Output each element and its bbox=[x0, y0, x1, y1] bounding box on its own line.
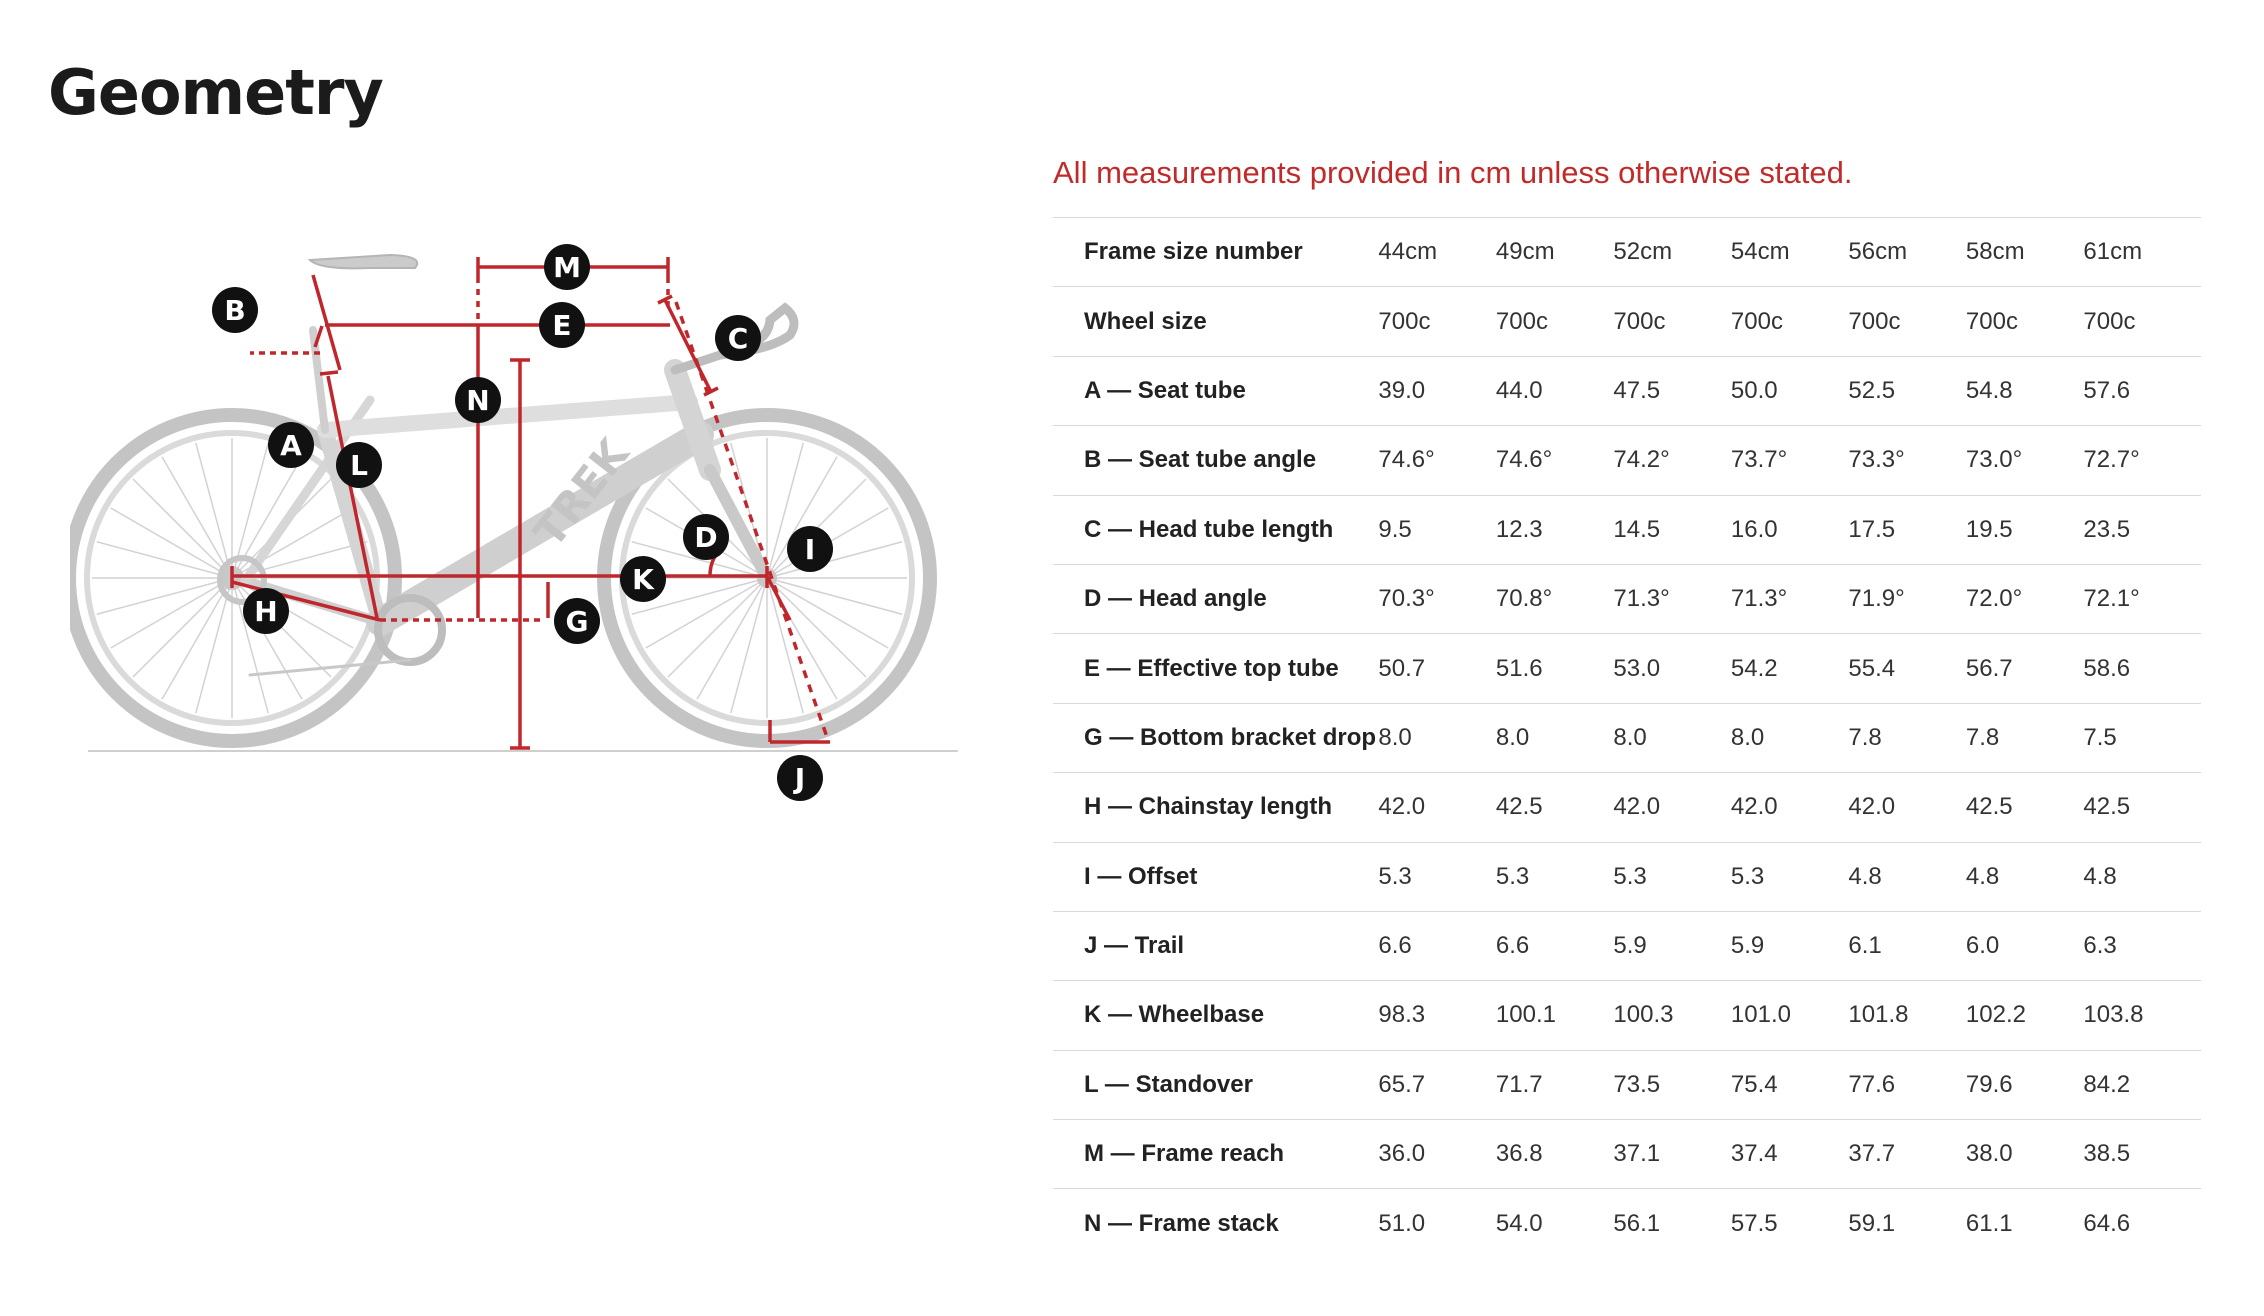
table-cell: 51.0 bbox=[1378, 1209, 1426, 1237]
table-cell: 70.8° bbox=[1495, 585, 1553, 613]
table-cell: 71.3° bbox=[1730, 585, 1788, 613]
row-label: H — Chainstay length bbox=[1084, 793, 1333, 821]
table-cell: 100.1 bbox=[1495, 1001, 1556, 1029]
table-cell: 36.0 bbox=[1378, 1140, 1426, 1168]
table-cell: 8.0 bbox=[1730, 723, 1765, 751]
table-row bbox=[1053, 1120, 2201, 1189]
table-cell: 101.8 bbox=[1848, 1001, 1909, 1029]
table-cell: 71.9° bbox=[1848, 585, 1905, 613]
table-cell: 54.0 bbox=[1495, 1209, 1543, 1237]
table-cell: 49cm bbox=[1495, 238, 1555, 266]
row-label: B — Seat tube angle bbox=[1084, 446, 1317, 474]
badge-letter: I bbox=[804, 533, 816, 566]
table-cell: 77.6 bbox=[1848, 1070, 1896, 1098]
table-cell: 75.4 bbox=[1730, 1070, 1778, 1098]
row-label: L — Standover bbox=[1084, 1070, 1253, 1098]
table-cell: 74.6° bbox=[1378, 446, 1435, 474]
row-label: E — Effective top tube bbox=[1084, 654, 1339, 682]
table-cell: 700c bbox=[1965, 307, 2018, 335]
table-cell: 71.3° bbox=[1613, 585, 1670, 613]
table-cell: 5.3 bbox=[1613, 862, 1647, 890]
table-cell: 17.5 bbox=[1848, 515, 1896, 543]
table-cell: 100.3 bbox=[1613, 1001, 1674, 1029]
table-cell: 55.4 bbox=[1848, 654, 1896, 682]
table-cell: 700c bbox=[1495, 307, 1548, 335]
table-cell: 57.6 bbox=[2083, 376, 2131, 404]
table-cell: 53.0 bbox=[1613, 654, 1661, 682]
geometry-table bbox=[1053, 217, 2201, 1258]
table-cell: 37.7 bbox=[1848, 1140, 1896, 1168]
table-cell: 6.0 bbox=[1965, 932, 2000, 960]
row-label: G — Bottom bracket drop bbox=[1084, 723, 1377, 751]
row-label: N — Frame stack bbox=[1084, 1209, 1279, 1237]
table-cell: 700c bbox=[1613, 307, 1666, 335]
table-cell: 56cm bbox=[1848, 238, 1908, 266]
table-cell: 36.8 bbox=[1495, 1140, 1543, 1168]
table-row bbox=[1053, 911, 2201, 980]
table-cell: 5.3 bbox=[1730, 862, 1765, 890]
table-cell: 61.1 bbox=[1965, 1209, 2013, 1237]
table-row bbox=[1053, 1050, 2201, 1119]
units-note: All measurements provided in cm unless otherwise stated. bbox=[1053, 155, 1853, 190]
table-cell: 14.5 bbox=[1613, 515, 1661, 543]
table-cell: 72.7° bbox=[2083, 446, 2140, 474]
table-cell: 52cm bbox=[1613, 238, 1673, 266]
badge-h bbox=[243, 588, 289, 634]
table-cell: 7.8 bbox=[1965, 723, 2000, 751]
table-cell: 74.2° bbox=[1613, 446, 1670, 474]
row-label: A — Seat tube bbox=[1084, 376, 1246, 404]
badge-letter: D bbox=[694, 521, 718, 554]
table-cell: 42.0 bbox=[1848, 793, 1896, 821]
table-cell: 59.1 bbox=[1848, 1209, 1896, 1237]
table-cell: 42.5 bbox=[1495, 793, 1543, 821]
table-cell: 16.0 bbox=[1730, 515, 1778, 543]
table-cell: 5.9 bbox=[1730, 932, 1765, 960]
badge-letter: K bbox=[632, 563, 654, 596]
table-cell: 38.5 bbox=[2083, 1140, 2131, 1168]
table-cell: 700c bbox=[1378, 307, 1431, 335]
badge-letter: L bbox=[350, 449, 368, 482]
table-cell: 42.5 bbox=[1965, 793, 2013, 821]
table-cell: 56.7 bbox=[1965, 654, 2013, 682]
bike-brand-text: TREK bbox=[524, 429, 639, 557]
table-cell: 23.5 bbox=[2083, 515, 2131, 543]
table-cell: 44.0 bbox=[1495, 376, 1543, 404]
badge-c bbox=[715, 315, 761, 361]
table-cell: 64.6 bbox=[2083, 1209, 2131, 1237]
table-cell: 44cm bbox=[1378, 238, 1438, 266]
table-cell: 50.0 bbox=[1730, 376, 1778, 404]
table-cell: 56.1 bbox=[1613, 1209, 1661, 1237]
table-cell: 54.2 bbox=[1730, 654, 1778, 682]
table-row bbox=[1053, 564, 2201, 633]
table-cell: 73.3° bbox=[1848, 446, 1905, 474]
table-row bbox=[1053, 842, 2201, 911]
table-cell: 72.0° bbox=[1965, 585, 2023, 613]
table-cell: 9.5 bbox=[1378, 515, 1412, 543]
table-cell: 700c bbox=[2083, 307, 2136, 335]
table-row bbox=[1053, 218, 2201, 287]
table-row bbox=[1053, 634, 2201, 703]
row-label: K — Wheelbase bbox=[1084, 1001, 1265, 1029]
table-row bbox=[1053, 773, 2201, 842]
table-cell: 5.3 bbox=[1495, 862, 1530, 890]
badge-g bbox=[554, 598, 600, 644]
row-label: Frame size number bbox=[1084, 238, 1303, 266]
table-row bbox=[1053, 981, 2201, 1050]
table-row bbox=[1053, 287, 2201, 356]
table-cell: 101.0 bbox=[1730, 1001, 1791, 1029]
table-cell: 7.5 bbox=[2083, 723, 2117, 751]
table-cell: 50.7 bbox=[1378, 654, 1426, 682]
badge-letter: H bbox=[254, 595, 278, 628]
row-label: I — Offset bbox=[1084, 862, 1198, 890]
table-cell: 19.5 bbox=[1965, 515, 2013, 543]
table-cell: 37.1 bbox=[1613, 1140, 1661, 1168]
table-cell: 4.8 bbox=[2083, 862, 2117, 890]
table-cell: 42.5 bbox=[2083, 793, 2131, 821]
row-label: J — Trail bbox=[1084, 932, 1185, 960]
row-label: M — Frame reach bbox=[1084, 1140, 1285, 1168]
badge-n bbox=[455, 377, 501, 423]
table-cell: 42.0 bbox=[1378, 793, 1426, 821]
badge-letter: M bbox=[553, 251, 581, 284]
badge-k bbox=[620, 556, 666, 602]
badge-letter: E bbox=[552, 309, 572, 342]
table-cell: 103.8 bbox=[2083, 1001, 2144, 1029]
table-cell: 700c bbox=[1730, 307, 1783, 335]
table-row bbox=[1053, 426, 2201, 495]
badge-a bbox=[268, 422, 314, 468]
table-cell: 98.3 bbox=[1378, 1001, 1426, 1029]
row-label: C — Head tube length bbox=[1084, 515, 1334, 543]
badge-letter: C bbox=[727, 322, 749, 355]
table-cell: 6.1 bbox=[1848, 932, 1882, 960]
badge-letter: B bbox=[224, 294, 246, 327]
page-title: Geometry bbox=[48, 56, 383, 129]
bike-diagram-svg bbox=[70, 220, 970, 820]
table-cell: 58.6 bbox=[2083, 654, 2131, 682]
table-row bbox=[1053, 1189, 2201, 1258]
table-cell: 54.8 bbox=[1965, 376, 2013, 404]
badge-letter: G bbox=[565, 605, 589, 638]
bike-geometry-diagram bbox=[70, 220, 970, 820]
table-cell: 73.7° bbox=[1730, 446, 1788, 474]
table-cell: 42.0 bbox=[1730, 793, 1778, 821]
table-cell: 79.6 bbox=[1965, 1070, 2013, 1098]
table-cell: 6.6 bbox=[1495, 932, 1530, 960]
table-cell: 57.5 bbox=[1730, 1209, 1778, 1237]
table-cell: 5.3 bbox=[1378, 862, 1412, 890]
badge-m bbox=[544, 244, 590, 290]
table-cell: 8.0 bbox=[1378, 723, 1412, 751]
table-cell: 51.6 bbox=[1495, 654, 1543, 682]
badge-j bbox=[777, 755, 823, 801]
table-cell: 12.3 bbox=[1495, 515, 1543, 543]
table-cell: 47.5 bbox=[1613, 376, 1661, 404]
table-row bbox=[1053, 495, 2201, 564]
table-cell: 54cm bbox=[1730, 238, 1790, 266]
table-cell: 71.7 bbox=[1495, 1070, 1543, 1098]
row-label: Wheel size bbox=[1084, 307, 1207, 335]
table-cell: 65.7 bbox=[1378, 1070, 1426, 1098]
badge-i bbox=[787, 526, 833, 572]
badge-letter: N bbox=[466, 384, 490, 417]
table-cell: 61cm bbox=[2083, 238, 2143, 266]
badge-e bbox=[539, 302, 585, 348]
table-cell: 58cm bbox=[1965, 238, 2025, 266]
table-cell: 73.5 bbox=[1613, 1070, 1661, 1098]
table-cell: 4.8 bbox=[1965, 862, 2000, 890]
table-cell: 52.5 bbox=[1848, 376, 1896, 404]
table-cell: 8.0 bbox=[1613, 723, 1647, 751]
table-cell: 102.2 bbox=[1965, 1001, 2026, 1029]
table-row bbox=[1053, 356, 2201, 425]
table-cell: 42.0 bbox=[1613, 793, 1661, 821]
table-cell: 74.6° bbox=[1495, 446, 1553, 474]
table-cell: 72.1° bbox=[2083, 585, 2140, 613]
table-cell: 7.8 bbox=[1848, 723, 1882, 751]
table-cell: 70.3° bbox=[1378, 585, 1435, 613]
table-cell: 700c bbox=[1848, 307, 1901, 335]
table-cell: 39.0 bbox=[1378, 376, 1426, 404]
table-cell: 6.6 bbox=[1378, 932, 1412, 960]
table-cell: 38.0 bbox=[1965, 1140, 2013, 1168]
badge-letter: A bbox=[280, 429, 302, 462]
row-label: D — Head angle bbox=[1084, 585, 1267, 613]
table-cell: 73.0° bbox=[1965, 446, 2023, 474]
table-cell: 4.8 bbox=[1848, 862, 1882, 890]
table-cell: 5.9 bbox=[1613, 932, 1647, 960]
badge-b bbox=[212, 287, 258, 333]
table-row bbox=[1053, 703, 2201, 772]
badge-l bbox=[336, 442, 382, 488]
table-cell: 84.2 bbox=[2083, 1070, 2131, 1098]
badge-letter: J bbox=[794, 762, 806, 795]
table-cell: 6.3 bbox=[2083, 932, 2117, 960]
table-cell: 37.4 bbox=[1730, 1140, 1778, 1168]
table-cell: 8.0 bbox=[1495, 723, 1530, 751]
badge-d bbox=[683, 514, 729, 560]
